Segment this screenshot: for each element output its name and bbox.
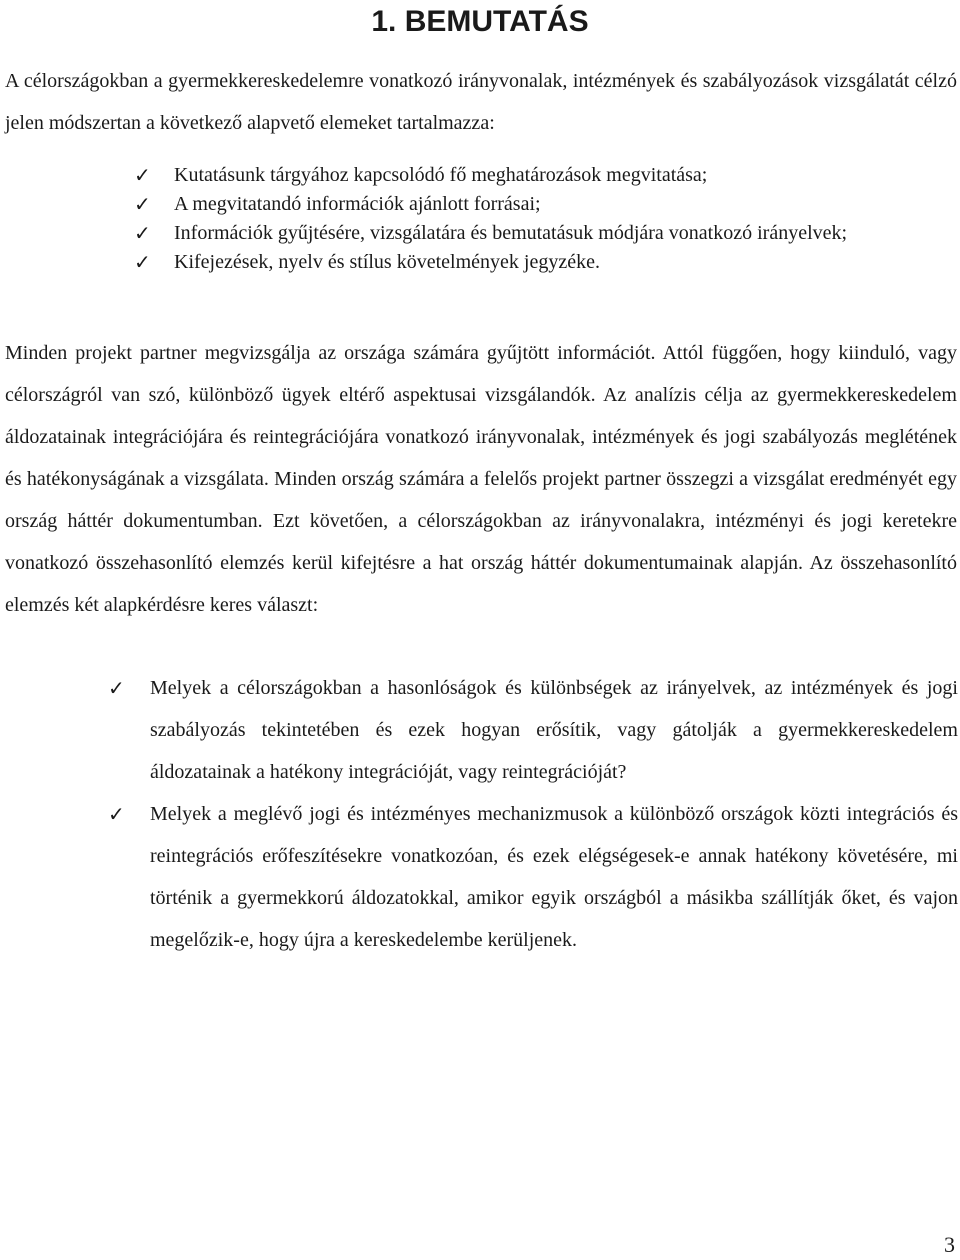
element-checklist bbox=[134, 161, 924, 277]
list-item-text: Kifejezések, nyelv és stílus követelmények jegyzéke. bbox=[174, 251, 600, 273]
list-item-text: Információk gyűjtésére, vizsgálatára és bemutatásuk módjára vonatkozó irányelvek; bbox=[174, 222, 848, 244]
intro-paragraph: A célországokban a gyermekkereskedelemre vonatkozó irányvonalak, intézmények és szabályozások vizsgálatát célzó jelen módszertan a következő alapvető elemeket tartalmazza: bbox=[5, 70, 957, 134]
section-title: 1. BEMUTATÁS bbox=[371, 5, 589, 38]
list-item bbox=[134, 219, 924, 248]
checkmark-icon: ✓ bbox=[134, 221, 151, 245]
checkmark-icon: ✓ bbox=[134, 163, 151, 187]
checkmark-icon: ✓ bbox=[108, 676, 125, 700]
page-number: 3 bbox=[944, 1232, 955, 1257]
checkmark-icon: ✓ bbox=[134, 250, 151, 274]
list-item bbox=[108, 667, 958, 793]
list-item-text: Melyek a célországokban a hasonlóságok és különbségek az irányelvek, az intézmények és jogi szabályozás tekintetében és ezek hogyan erősítik, vagy gátolják a gyermekkereskedelem áldozatainak a hatékony integrációját, vagy reintegrációját? bbox=[150, 677, 958, 783]
list-item bbox=[134, 190, 924, 219]
list-item-text: Kutatásunk tárgyához kapcsolódó fő meghatározások megvitatása; bbox=[174, 164, 708, 186]
list-item-text: Melyek a meglévő jogi és intézményes mechanizmusok a különböző országok közti integrációs és reintegrációs erőfeszítésekre vonatkozóan, és ezek elégségesek-e annak hatékony követésére, mi történik a gyermekkorú áldozatokkal, amikor egyik országból a másikba szállítják őket, és vajon megelőzik-e, hogy újra a kereskedelembe kerüljenek. bbox=[150, 803, 958, 951]
question-checklist bbox=[108, 667, 958, 961]
list-item-text: A megvitatandó információk ajánlott forrásai; bbox=[174, 193, 541, 215]
body-paragraph: Minden projekt partner megvizsgálja az országa számára gyűjtött információt. Attól függően, hogy kiinduló, vagy célországról van szó, különböző ügyek eltérő aspektusai vizsgálandók. Az analízis célja az gyermekkereskedelem áldozatainak integrációjára és reintegrációjára vonatkozó irányvonalak, intézmények és jogi szabályozás meglétének és hatékonyságának a vizsgálata. Minden ország számára a felelős projekt partner összegzi a vizsgálat eredményét egy ország háttér dokumentumban. Ezt követően, a célországokban az irányvonalakra, intézményi és jogi keretekre vonatkozó összehasonlító elemzés kerül kifejtésre a hat ország háttér dokumentumainak alapján. Az összehasonlító elemzés két alapkérdésre keres választ: bbox=[5, 342, 957, 616]
list-item bbox=[108, 793, 958, 961]
list-item bbox=[134, 161, 924, 190]
checkmark-icon: ✓ bbox=[108, 802, 125, 826]
checkmark-icon: ✓ bbox=[134, 192, 151, 216]
list-item bbox=[134, 248, 924, 277]
